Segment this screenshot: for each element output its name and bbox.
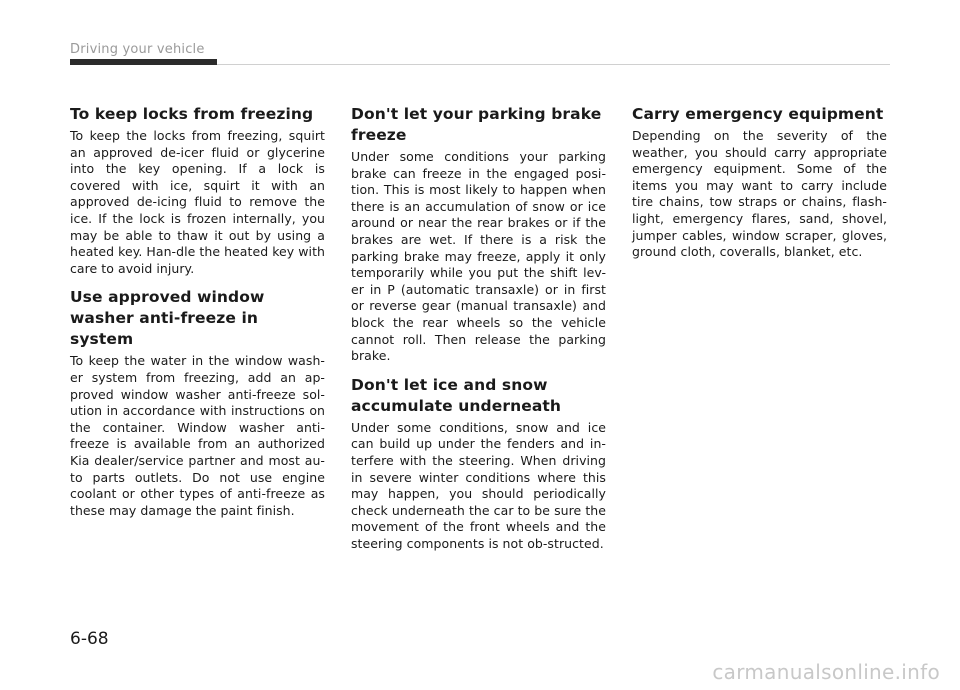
section-body-ice-snow: Under some conditions, snow and ice can build up under the fenders and in-terfere with the steering. When driving in severe winter conditions where this may happen, you should periodically check underneath the car to be sure the movement of the front wheels and the steering components is not ob-structed.: [351, 419, 606, 551]
section-body-parking-brake: Under some conditions your parking brake can freeze in the engaged posi-tion. This is most likely to happen when there is an accumulation of snow or ice around or near the rear brakes or if the brakes are wet. If there is a risk the parking brake may freeze, apply it only temporarily while you put the shift lev-er in P (automatic transaxle) or in first or reverse gear (manual transaxle) and block the rear wheels so the vehicle cannot roll. Then release the parking brake.: [351, 149, 606, 364]
header-accent-bar: [70, 59, 217, 65]
column-middle: [351, 104, 606, 552]
header-section-title: Driving your vehicle: [70, 42, 205, 57]
watermark: carmanualsonline.info: [712, 660, 940, 684]
section-body-locks: To keep the locks from freezing, squirt an approved de-icer fluid or glycerine into the key opening. If a lock is covered with ice, squirt it with an approved de-icing fluid to remove the ice. If the lock is frozen internally, you may be able to thaw it out by using a heated key. Han-dle the heated key with care to avoid injury.: [70, 128, 325, 276]
section-heading-ice-snow: Don't let ice and snow accumulate underneath: [351, 375, 562, 415]
section-heading-emergency: Carry emergency equipment: [632, 105, 884, 123]
section-heading-parking-brake: Don't let your parking brake freeze: [351, 105, 602, 144]
column-right: [632, 104, 887, 261]
column-left: [70, 104, 325, 519]
section-body-washer: To keep the water in the window wash-er system from freezing, add an ap-proved window washer anti-freeze sol-ution in accordance with instructions on the container. Window washer anti-freeze is available from an authorized Kia dealer/service partner and most au-to parts outlets. Do not use engine coolant or other types of anti-freeze as these may damage the paint finish.: [70, 353, 325, 518]
page-number: 6-68: [70, 629, 109, 649]
section-heading-washer: Use approved window washer anti-freeze in system: [70, 288, 265, 349]
header-rule: [217, 64, 890, 65]
section-body-emergency: Depending on the severity of the weather, you should carry appropriate emergency equipment. Some of the items you may want to carry include tire chains, tow straps or chains, flash-light, emergency flares, sand, shovel, jumper cables, window scraper, gloves, ground cloth, coveralls, blanket, etc.: [632, 128, 887, 260]
section-heading-locks: To keep locks from freezing: [70, 105, 314, 123]
